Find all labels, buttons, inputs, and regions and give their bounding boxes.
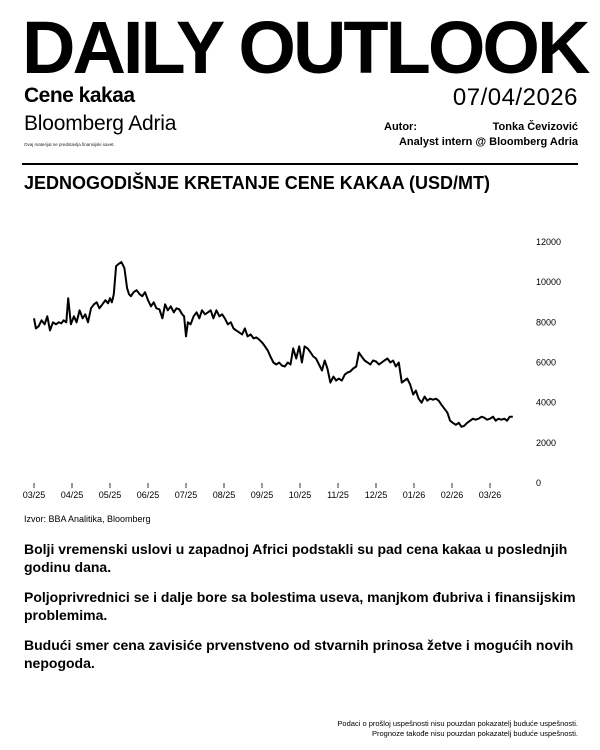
x-tick-label: 04/25 — [60, 490, 84, 500]
y-tick-label: 6000 — [536, 357, 557, 368]
series-line — [34, 262, 513, 427]
author-name: Tonka Čevizović — [492, 121, 578, 133]
key-point-3: Budući smer cena zavisiće prvenstveno od stvarnih prinosa žetve i mogućih novih nepogoda. — [24, 637, 574, 671]
key-point-1: Bolji vremenski uslovi u zapadnoj Africi podstakli su pad cena kakaa u poslednjih godinu dana. — [24, 541, 568, 575]
y-tick-label: 12000 — [536, 237, 562, 247]
author-role: Analyst intern @ Bloomberg Adria — [398, 136, 578, 148]
x-axis — [23, 483, 502, 500]
x-tick-label: 10/25 — [288, 490, 312, 500]
x-tick-label: 09/25 — [250, 490, 274, 500]
y-tick-label: 0 — [536, 478, 542, 488]
footer-disclaimer — [337, 719, 578, 739]
key-points — [24, 540, 584, 684]
y-axis — [536, 237, 561, 488]
x-tick-label: 02/26 — [440, 490, 464, 500]
x-tick-label: 06/25 — [136, 490, 160, 500]
x-tick-label: 07/25 — [174, 490, 198, 500]
x-tick-label: 03/26 — [478, 490, 502, 500]
x-tick-label: 12/25 — [364, 490, 388, 500]
small-disclaimer: Ovaj materijal ne predstavlja finansijski savet. — [24, 142, 115, 147]
y-tick-label: 4000 — [536, 397, 557, 408]
report-subject: Cene kakaa — [24, 84, 135, 107]
author-block — [384, 120, 578, 150]
y-tick-label: 10000 — [536, 277, 562, 288]
author-label: Autor: — [384, 121, 417, 133]
x-tick-label: 03/25 — [22, 490, 46, 500]
chart-title: JEDNOGODIŠNJE KRETANJE CENE KAKAA (USD/MT) — [24, 173, 491, 193]
price-line-chart — [0, 225, 600, 505]
header-divider — [22, 163, 578, 165]
footer-line-2: Prognoze takođe nisu pouzdan pokazatelj buduće uspešnosti. — [372, 729, 578, 738]
series-layer — [34, 262, 513, 427]
key-point-2: Poljoprivrednici se i dalje bore sa bolestima useva, manjkom đubriva i finansijskim problemima. — [24, 589, 576, 623]
y-tick-label: 2000 — [536, 437, 557, 448]
footer-line-1: Podaci o prošloj uspešnosti nisu pouzdan pokazatelj buduće uspešnosti. — [337, 719, 578, 728]
x-tick-label: 11/25 — [327, 490, 349, 500]
x-tick-label: 08/25 — [212, 490, 236, 500]
x-tick-label: 01/26 — [402, 490, 426, 500]
masthead-title: DAILY OUTLOOK — [22, 6, 588, 89]
x-tick-label: 05/25 — [98, 490, 122, 500]
author-row — [384, 120, 578, 135]
brand-name: Bloomberg Adria — [24, 112, 177, 135]
y-tick-label: 8000 — [536, 317, 557, 328]
report-date: 07/04/2026 — [452, 84, 578, 111]
source-note: Izvor: BBA Analitika, Bloomberg — [24, 514, 151, 524]
